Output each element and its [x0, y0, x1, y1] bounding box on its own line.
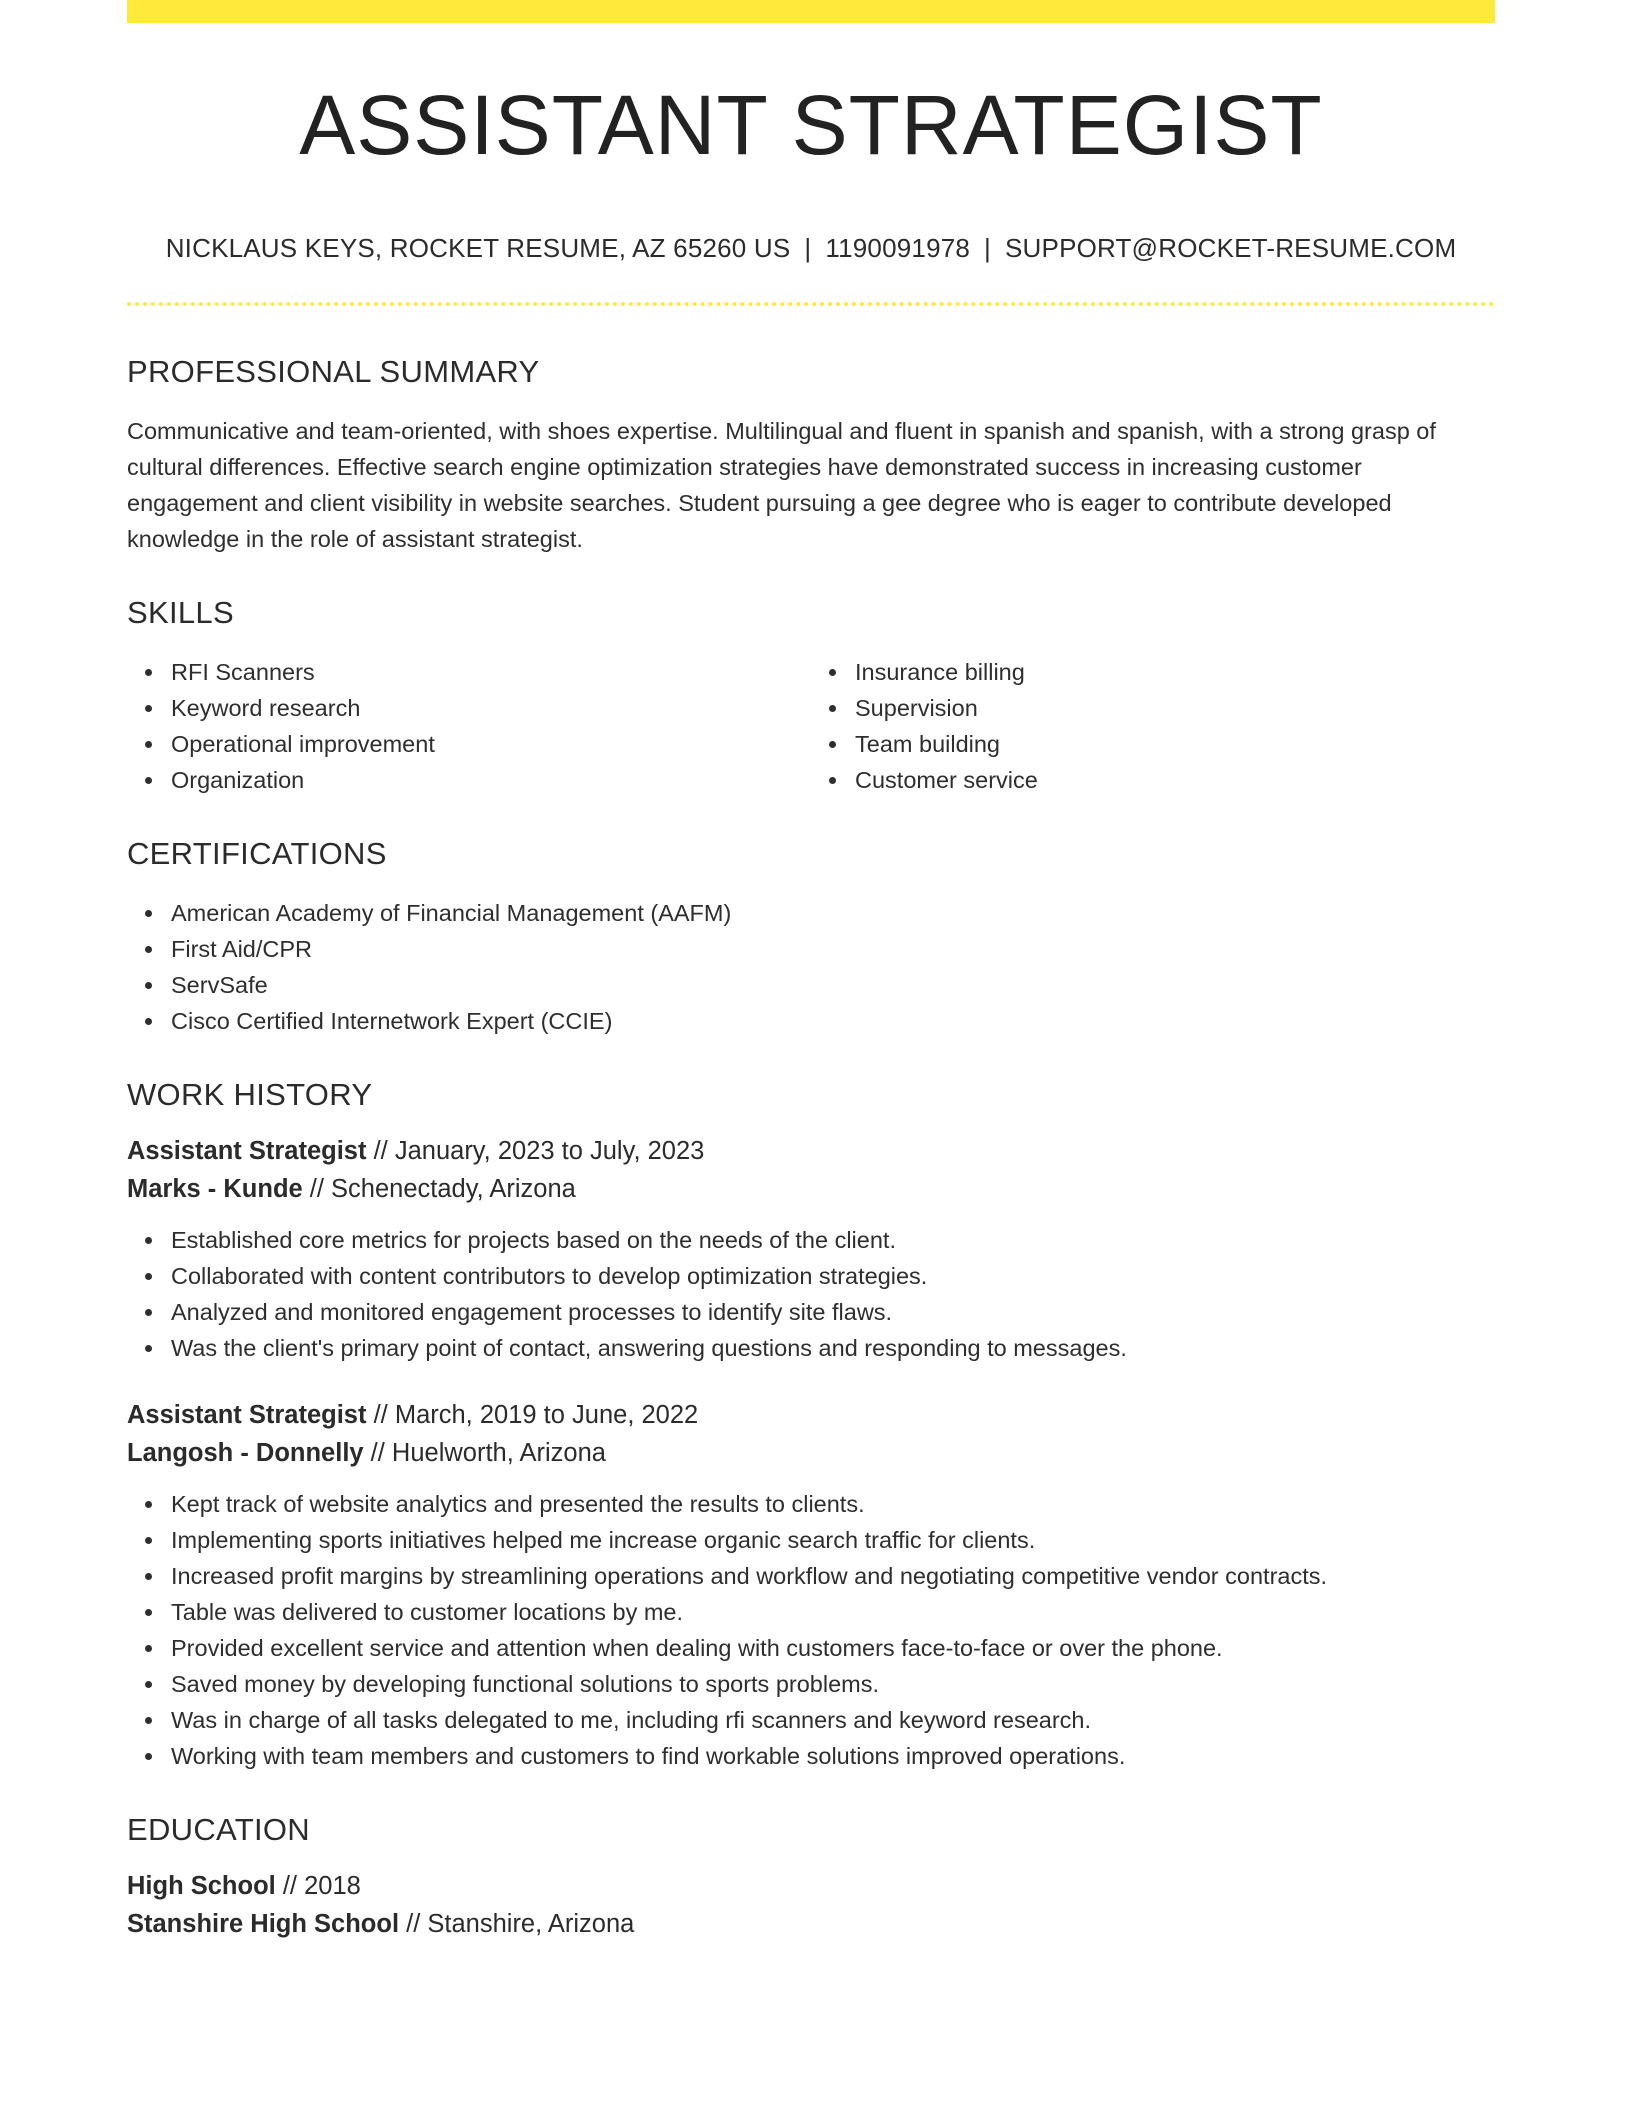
job-company: Langosh - Donnelly — [127, 1439, 364, 1467]
education-heading: EDUCATION — [127, 1812, 310, 1847]
job-role: Assistant Strategist — [127, 1137, 367, 1165]
education-location: // Stanshire, Arizona — [399, 1910, 635, 1938]
contact-line — [127, 233, 1495, 264]
job-entry — [127, 1396, 1495, 1774]
skill-item: Supervision — [855, 690, 1495, 726]
education-year: // 2018 — [275, 1872, 361, 1900]
dotted-divider — [127, 302, 1495, 306]
skill-item: Organization — [171, 762, 811, 798]
skills-heading: SKILLS — [127, 595, 234, 630]
certification-item: Cisco Certified Internetwork Expert (CCIE) — [171, 1003, 1495, 1039]
certification-item: American Academy of Financial Management (AAFM) — [171, 895, 1495, 931]
skills-column-right — [811, 654, 1495, 798]
certifications-heading: CERTIFICATIONS — [127, 836, 387, 871]
job-bullet: Analyzed and monitored engagement processes to identify site flaws. — [171, 1294, 1495, 1330]
job-bullets — [127, 1486, 1495, 1774]
resume-title: ASSISTANT STRATEGIST — [299, 78, 1323, 172]
education-school: Stanshire High School — [127, 1910, 400, 1938]
job-title-line — [127, 1132, 1495, 1170]
skill-item: Keyword research — [171, 690, 811, 726]
job-dates: // January, 2023 to July, 2023 — [366, 1137, 705, 1165]
job-bullet: Kept track of website analytics and presented the results to clients. — [171, 1486, 1495, 1522]
job-bullet: Table was delivered to customer locations by me. — [171, 1594, 1495, 1630]
job-bullet: Increased profit margins by streamlining operations and workflow and negotiating competitive vendor contracts. — [171, 1558, 1495, 1594]
work-history-heading: WORK HISTORY — [127, 1077, 373, 1112]
summary-text: Communicative and team-oriented, with shoes expertise. Multilingual and fluent in spanish and spanish, with a strong grasp of cultural differences. Effective search engine optimization strategies have demonstrated success in increasing customer engagement and client visibility in website searches. Student pursuing a gee degree who is eager to contribute developed knowledge in the role of assistant strategist. — [127, 418, 1436, 552]
skill-item: Operational improvement — [171, 726, 811, 762]
education-school-line — [127, 1905, 1495, 1943]
job-company-line — [127, 1170, 1495, 1208]
skill-item: Team building — [855, 726, 1495, 762]
job-location: // Huelworth, Arizona — [363, 1439, 606, 1467]
job-bullet: Was in charge of all tasks delegated to me, including rfi scanners and keyword research. — [171, 1702, 1495, 1738]
job-bullet: Saved money by developing functional solutions to sports problems. — [171, 1666, 1495, 1702]
contact-address: NICKLAUS KEYS, ROCKET RESUME, AZ 65260 US — [165, 233, 791, 263]
job-bullet: Working with team members and customers to find workable solutions improved operations. — [171, 1738, 1495, 1774]
accent-bar — [127, 0, 1495, 23]
job-location: // Schenectady, Arizona — [302, 1175, 576, 1203]
summary-heading: PROFESSIONAL SUMMARY — [127, 354, 540, 389]
job-role: Assistant Strategist — [127, 1401, 367, 1429]
education-entry — [127, 1867, 1495, 1943]
contact-separator: | — [984, 233, 992, 263]
job-bullets — [127, 1222, 1495, 1366]
job-bullet: Was the client's primary point of contact, answering questions and responding to messages. — [171, 1330, 1495, 1366]
job-bullet: Collaborated with content contributors to develop optimization strategies. — [171, 1258, 1495, 1294]
job-title-line — [127, 1396, 1495, 1434]
skill-item: RFI Scanners — [171, 654, 811, 690]
job-bullet: Established core metrics for projects based on the needs of the client. — [171, 1222, 1495, 1258]
contact-phone: 1190091978 — [825, 233, 971, 263]
job-company-line — [127, 1434, 1495, 1472]
skills-column-left — [127, 654, 811, 798]
certification-item: ServSafe — [171, 967, 1495, 1003]
skill-item: Insurance billing — [855, 654, 1495, 690]
contact-email: SUPPORT@ROCKET-RESUME.COM — [1005, 233, 1457, 263]
job-entry — [127, 1132, 1495, 1366]
certification-item: First Aid/CPR — [171, 931, 1495, 967]
skill-item: Customer service — [855, 762, 1495, 798]
education-degree-line — [127, 1867, 1495, 1905]
contact-separator: | — [804, 233, 812, 263]
education-degree: High School — [127, 1872, 276, 1900]
skills-list — [127, 654, 1495, 798]
certifications-list — [127, 895, 1495, 1039]
job-company: Marks - Kunde — [127, 1175, 303, 1203]
job-dates: // March, 2019 to June, 2022 — [366, 1401, 699, 1429]
resume-page — [127, 0, 1495, 1943]
job-bullet: Implementing sports initiatives helped me increase organic search traffic for clients. — [171, 1522, 1495, 1558]
job-bullet: Provided excellent service and attention when dealing with customers face-to-face or over the phone. — [171, 1630, 1495, 1666]
